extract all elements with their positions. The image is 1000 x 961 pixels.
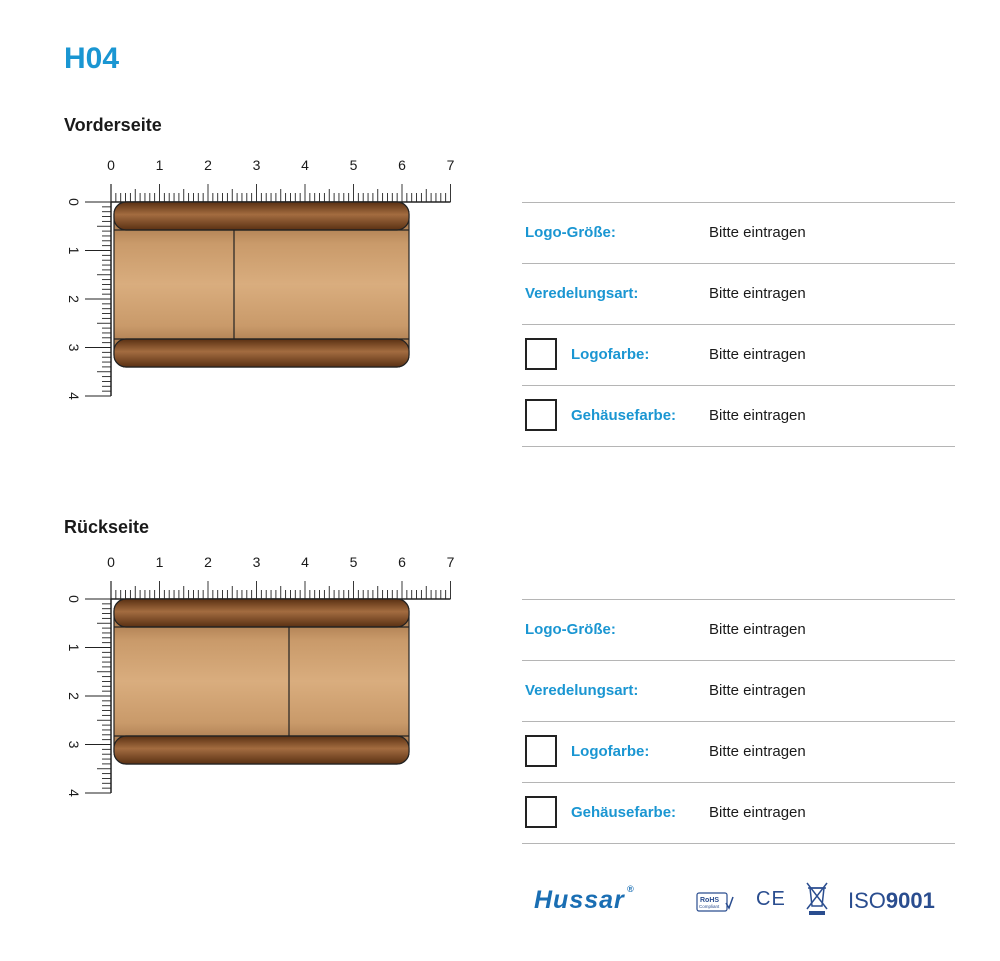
info-row [522, 661, 955, 722]
front-figure [60, 152, 480, 412]
ruler-x-label: 7 [446, 554, 455, 570]
ruler-y-label: 3 [66, 740, 82, 749]
ruler-x-label: 6 [398, 157, 406, 173]
ruler-x-label: 0 [107, 157, 115, 173]
color-swatch-checkbox[interactable] [525, 796, 557, 828]
info-row [522, 600, 955, 661]
housing-bottom-rail [114, 736, 409, 764]
ruler-y-label: 1 [66, 643, 82, 652]
housing-top-rail [114, 599, 409, 627]
ruler-y-label: 4 [66, 392, 82, 400]
info-label: Veredelungsart: [525, 682, 639, 699]
info-value[interactable]: Bitte eintragen [709, 346, 806, 363]
info-row [522, 386, 955, 447]
info-row [522, 783, 955, 844]
back-heading: Rückseite [64, 517, 150, 537]
ce-mark: CE [756, 888, 786, 910]
front-drawing [60, 152, 480, 412]
info-row [522, 325, 955, 386]
svg-text:Compliant: Compliant [699, 904, 720, 909]
back-info-table [522, 599, 955, 844]
ruler-y-label: 0 [66, 595, 82, 603]
front-info-table [522, 202, 955, 447]
ruler-x-label: 4 [301, 554, 309, 570]
iso-9001-logo: ISO9001 [848, 888, 935, 913]
info-row [522, 722, 955, 783]
ruler-x-label: 3 [252, 554, 261, 570]
page-title: H04 [64, 42, 120, 75]
info-value[interactable]: Bitte eintragen [709, 804, 806, 821]
ruler-x-label: 3 [252, 157, 261, 173]
color-swatch-checkbox[interactable] [525, 399, 557, 431]
ruler-x-label: 5 [349, 157, 358, 173]
info-value[interactable]: Bitte eintragen [709, 407, 806, 424]
ruler-x-label: 4 [301, 157, 309, 173]
back-drawing [60, 549, 480, 809]
info-label: Gehäusefarbe: [571, 407, 677, 424]
info-value[interactable]: Bitte eintragen [709, 682, 806, 699]
info-row [522, 203, 955, 264]
info-label: Veredelungsart: [525, 285, 639, 302]
ruler-x-label: 2 [204, 157, 212, 173]
info-value[interactable]: Bitte eintragen [709, 621, 806, 638]
ruler-x-label: 1 [155, 157, 164, 173]
ruler-x-label: 7 [446, 157, 455, 173]
housing-top-rail [114, 202, 409, 230]
ruler-x-label: 1 [155, 554, 164, 570]
ruler-x-label: 2 [204, 554, 212, 570]
housing-bottom-rail [114, 339, 409, 367]
info-value[interactable]: Bitte eintragen [709, 224, 806, 241]
ruler-x-label: 6 [398, 554, 406, 570]
weee-bin-icon [804, 880, 830, 916]
footer-logos [530, 878, 950, 922]
info-label: Logo-Größe: [525, 621, 616, 638]
color-swatch-checkbox[interactable] [525, 338, 557, 370]
info-label: Gehäusefarbe: [571, 804, 677, 821]
ruler-y-label: 4 [66, 789, 82, 797]
back-figure [60, 549, 480, 809]
info-label: Logo-Größe: [525, 224, 616, 241]
info-value[interactable]: Bitte eintragen [709, 285, 806, 302]
ruler-x-label: 0 [107, 554, 115, 570]
info-label: Logofarbe: [571, 346, 650, 363]
ruler-x-label: 5 [349, 554, 358, 570]
ruler-y-label: 1 [66, 246, 82, 255]
ruler-y-label: 2 [66, 692, 82, 700]
info-value[interactable]: Bitte eintragen [709, 743, 806, 760]
front-heading: Vorderseite [64, 115, 162, 135]
ruler-y-label: 0 [66, 198, 82, 206]
info-label: Logofarbe: [571, 743, 650, 760]
ruler-y-label: 2 [66, 295, 82, 303]
ruler-y-label: 3 [66, 343, 82, 352]
info-row [522, 264, 955, 325]
brand-logo: Hussar ® [534, 884, 635, 914]
svg-text:RoHS: RoHS [700, 897, 720, 904]
color-swatch-checkbox[interactable] [525, 735, 557, 767]
rohs-icon [696, 892, 734, 912]
